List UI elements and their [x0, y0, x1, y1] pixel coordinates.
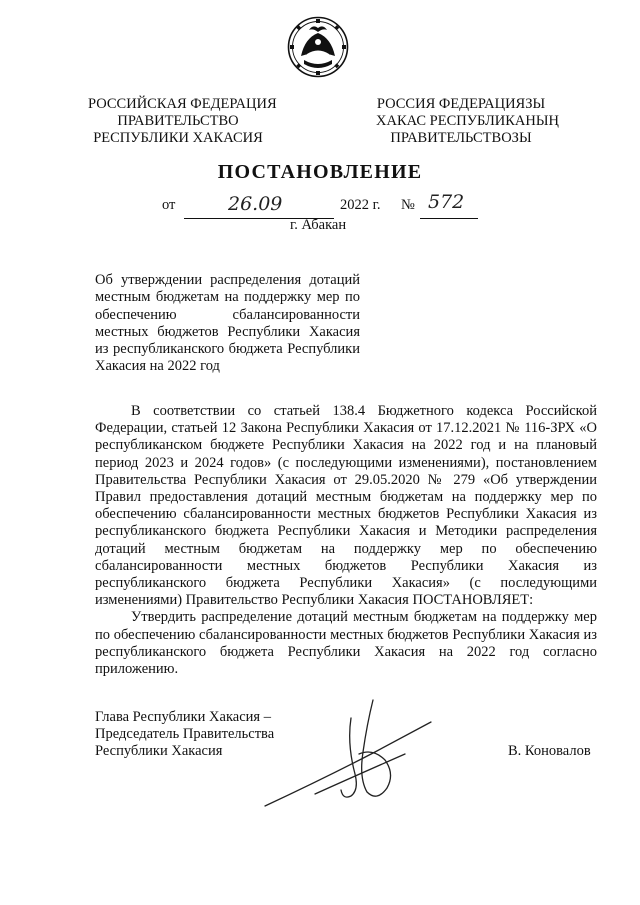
signatory-position-line-1: Глава Республики Хакасия – [95, 709, 271, 725]
header-right-line-3: ПРАВИТЕЛЬСТВОЗЫ [390, 130, 532, 146]
header-left-line-1: РОССИЙСКАЯ ФЕДЕРАЦИЯ [88, 96, 277, 112]
document-title: ПОСТАНОВЛЕНИЕ [217, 161, 423, 183]
coat-of-arms-icon [287, 16, 349, 78]
signatory-position-line-2: Председатель Правительства [95, 726, 275, 742]
number-handwritten: 572 [428, 191, 465, 213]
header-right-khakas [376, 96, 559, 147]
date-from-label: от [162, 197, 176, 213]
signatory-position [95, 709, 274, 760]
city: г. Абакан [290, 217, 347, 233]
number-label: № [401, 197, 415, 213]
header-left-line-3: РЕСПУБЛИКИ ХАКАСИЯ [93, 130, 263, 146]
header-left-ru [88, 96, 277, 147]
signatory-name: В. Коновалов [508, 743, 591, 759]
document-body [95, 403, 597, 678]
handwritten-signature [255, 694, 445, 814]
signatory-position-line-3: Республики Хакасия [95, 743, 223, 759]
header-right-line-2: ХАКАС РЕСПУБЛИКАНЫҢ [376, 113, 559, 129]
date-year: 2022 г. [340, 197, 381, 213]
header-left-line-2: ПРАВИТЕЛЬСТВО [117, 113, 239, 129]
body-paragraph-1: В соответствии со статьей 138.4 Бюджетного кодекса Российской Федерации, статьей 12 Закона Республики Хакасия от 17.12.2021 № 116-ЗРХ «О республиканском бюджете Республики Хакасия на 2022 год и на плановый период 2023 и 2024 годов» (с последующими изменениями), постановлением Правительства Республики Хакасия от 29.05.2020 № 279 «Об утверждении Правил предоставления дотаций местным бюджетам на поддержку мер по обеспечению сбалансированности местных бюджетов Республики Хакасия из республиканского бюджета Республики Хакасия и Методики распределения дотаций местным бюджетам на поддержку мер по обеспечению сбалансированности местных бюджетов Республики Хакасия из республиканского бюджета Республики Хакасия» (с последующими изменениями) Правительство Республики Хакасия ПОСТАНОВЛЯЕТ: [95, 403, 597, 609]
header-right-line-1: РОССИЯ ФЕДЕРАЦИЯЗЫ [376, 96, 546, 112]
document-subject: Об утверждении распределения дотаций местным бюджетам на поддержку мер по обеспечению сбалансированности местных бюджетов Республики Хакасия из республиканского бюджета Республики Хакасия на 2022 год [95, 272, 360, 375]
body-paragraph-2: Утвердить распределение дотаций местным бюджетам на поддержку мер по обеспечению сбалансированности местных бюджетов Республики Хакасия из республиканского бюджета Республики Хакасия на 2022 год согласно приложению. [95, 609, 597, 678]
date-handwritten: 26.09 [228, 193, 283, 215]
